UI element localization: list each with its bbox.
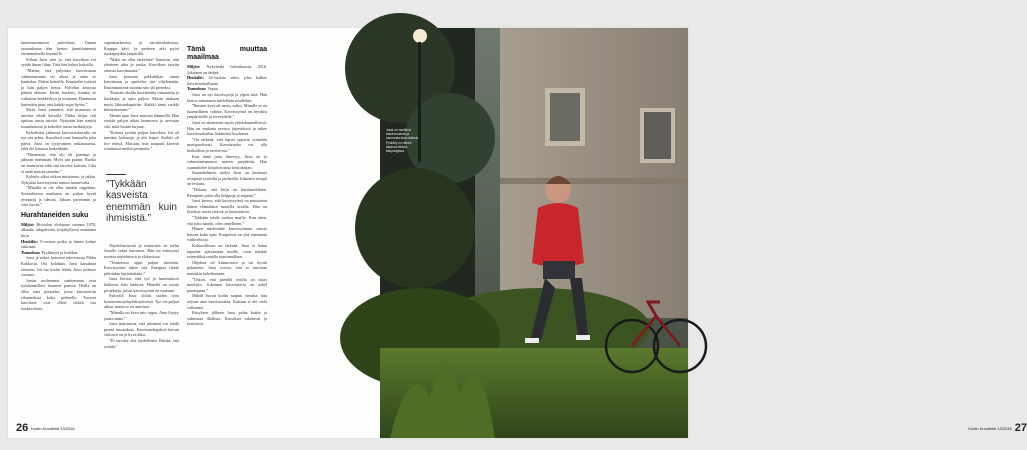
body-paragraph: ”Ei tarvitse olla täydellinen. Riittää, että yrittää.” [104,337,179,349]
body-paragraph: Kohtuullisuus on tärkeää. Jussi ei halua tuputtaa ajatuksiaan muille, vaan näyttää esimerkkiä omalla toiminnallaan. [187,243,267,260]
profile-line [21,222,96,239]
body-paragraph: Jussi perustaa pikkuhiljaa oman kasvimaan ja opettelee itse viljelemään. Ensimmäisenä vuonna sato jäi pieneksi. [104,73,179,90]
body-paragraph: Jussi on nyt kasvissyöjä ja ylpeä siitä. Hän kertoo tarinaansa mielellään muillekin. [187,91,267,103]
portrait-photo [380,28,688,438]
left-page [8,28,351,438]
photo-illustration [380,28,688,438]
body-paragraph: ”Minulla ei ole ollut mitään ongelmia. Sosiaalisessa mediassa on paljon hyviä reseptejä ja ideoita. Jaksan paremmin ja voin hyvin.” [21,185,96,208]
left-column-2 [104,40,179,432]
section-subheading: Tämä muuttaa maailmaa [187,46,267,61]
body-paragraph: Syksyllä Jussi aloitti uuden työn luonnonsuojeluyhdistyksessä. Työ vie paljon aikaa, mutta se on antoisaa. [104,293,180,310]
profile-text: Nykyhetki helmikuussa 2016. Jokainen on tärkeä. [187,64,267,75]
profile-text: 5-vuotias poika ja hänen kolme siskoaan. [21,238,96,250]
page-number: 26 [16,422,29,434]
body-paragraph: Näyttelemisestä ja teatterista on tullut Jussille rakas harrastus. Hän on esiintynyt useissa näytelmissä ja elokuvissa. [104,242,179,260]
body-paragraph: ”Haluan, että kirja on käytännöllinen. Reseptien pitää olla helppoja ja nopeita.” [187,187,267,198]
body-paragraph: Kokeilu alkoi viikon mittaisena, ja jatkui. Nykyään kasvissyönti tuntuu luontevalta. [21,174,96,185]
body-paragraph: Tämän ajan Jussi muistaa lämmöllä. Hän viettää paljon aikaa luonnossa ja arvostaa sitä, mitä luonto tarjoaa. [104,112,179,129]
body-paragraph: Jussi ja siskot katsovat televisiosta Pikku Kakkosta. Ovi kolahtaa, Jussi katsahtaa eteiseen. Isä tuo kotiin lehtiä. Jussi juoksee vastaan. [21,255,96,278]
body-paragraph: Jussi kertoo, että työ ja harrastukset kulkevat käsi kädessä. Hänellä on useita projekteja, joissa kasvissyönti on mukana. [104,276,179,293]
profile-line [187,75,267,86]
pull-quote-rule [106,174,126,175]
profile-line [21,239,96,250]
body-paragraph: Mikäli Jussin kotiin saapuu vieraita, hän tarjoaa aina kasvisruokaa. Kukaan ei ole vielä valittanut. [187,293,267,310]
pull-quote [106,174,177,225]
section-subheading: Hurahtaneiden suku [21,211,89,219]
profile-label: Henkilöt: [21,238,38,244]
profile-label: Miljöö: [21,221,35,227]
body-paragraph: Jussi kertoo, että kasvissyönti on muuttanut hänen elämäänsä monella tavalla. Hän on löytänyt uusia ystäviä ja harrastuksia. [187,198,267,215]
body-paragraph: ”Uskon, että pienillä teoilla on suuri merkitys. Jokainen kasvisateria on askel parempaan.” [187,276,267,293]
magazine-spread [8,28,1027,438]
body-paragraph: ”Minulla on kova into oppia. Aina löytyy jotain uutta.” [104,310,179,321]
body-paragraph: ”Ihmiset kysyvät usein, miksi. Minulle se on luonnollinen valinta. Kasvissyönti on hyväksi ympäristölle ja terveydelle.” [187,103,267,120]
body-paragraph: ”Mikä on ollut tärkeintä? Sanoisin, että yhteinen aika ja ruoka. Kasvikset tuotiin omasta kasvimaasta.” [104,56,179,73]
profile-text: Pyyhkeyet ja kodikas. [40,249,79,255]
body-paragraph: Kokeiluksi jatkunut kasvisruokavalio on nyt osa arkea. Kasvikset ovat lautasella joka päivä. Jussi on tyytyväinen ratkaisuunsa, eikä ole katunut hetkeäkään. [21,129,96,152]
profile-line [187,64,267,75]
body-paragraph: Ohjelma oli kiinnostava ja sai hyvää palautetta. Jussi toivoo, että se innostaa muitakin kokeilemaan. [187,259,267,276]
left-column-1 [21,40,96,432]
body-paragraph: Jussin molemmat vanhemmat ovat työskennelleet luonnon parissa. Heillä on ollut oma puutarha, jossa kasvatettiin vihanneksia koko perheelle. Tuoreet kasvikset ovat olleet tärkeä osa ruokavaliota. [21,277,96,311]
body-paragraph: Esityksen jälkeen Jussi palaa kotiin ja valmistaa illallista. Kasvikset odottavat jo keittiössä. [187,310,267,327]
profile-text: Vapaa. [206,86,219,92]
body-paragraph: Jussi on aktiivinen myös yhteiskunnallisesti. Hän on mukana useissa järjestöissä ja tukee kasvisruokailun lisäämistä kouluissa. [187,119,267,137]
body-paragraph: supermarketissa ja ostoskeskuksissa. Kauppa kävi, ja perheen arki pyöri ruokapöydän ympärillä. [104,40,179,57]
body-paragraph: ”Tykkään tehdä ruokaa muille. Kun näen, että joku nauttii, olen onnellinen.” [187,215,267,226]
profile-text: 42-vuotias mies, joka kulkee kasvisruokailijana. [187,75,267,86]
body-paragraph: ”On tärkeää, että lapset oppivat syömään monipuolisesti. Kasvisruoka voi olla herkullista ja ravitsevaa.” [187,136,267,153]
body-paragraph: ”Teatterissa oppii paljon itsestään. Kasvissyönti tukee sitä. Energiaa riittää pitkiinkin harjoituksiin.” [104,259,179,276]
profile-label: Tunnelma: [187,86,207,92]
pull-quote-text: ”Tykkään kasveista enemmän kuin ihmisistä.” [106,178,177,225]
body-paragraph: Kun tämä juttu ilmestyy, Jussi on jo valmistautumassa uuteen projektiin. Hän suunnittelee kirjoittavansa keittokirjan. [187,153,267,170]
profile-label: Tunnelma: [21,249,41,255]
folio-right [965,422,1027,434]
body-paragraph: Hänen mielestään kasvissyönnin suosio kasvaa koko ajan. Kaupoissa on yhä enemmän vaihtoehtoja. [187,226,267,243]
body-paragraph: Myös Jussi ymmärsi, että muutosta ei tarvitse tehdä kerralla. Pikku hiljaa tuli opittua uusia asioita. Nykyään hän nauttii ruuanlaitosta ja kokeilee uusia ruokalajeja. [21,107,96,129]
body-paragraph: Silloin Jussi tiesi jo, että kasviksia voi syödä ilman lihaa. Tätä hän halusi kokeilla. [21,56,96,68]
folio-label: Kodin Kuvalehti 13/2016 [31,425,75,431]
body-paragraph: tuntemattomasta palvelusta. Tämän seurauksena hän kertoo jännittäneensä ensimmäisellä käynnillä. [21,40,96,57]
body-paragraph: Suunnitelmien tueksi Jussi on kerännyt reseptejä ystäviltä ja perheeltä. Jokainen resepti on testattu. [187,170,267,187]
body-paragraph: ”Mietin, että paljonko kasvisruuan valmistaminen vie aikaa ja onko se hankalaa. Päätin kokeilla. Kuuntelin ystäviä ja luin paljon tietoa. Palvelun ansiosta pääsin alkuun. Ensin huoletti, kuinka se vaikuttaa lenkkeilyyn ja voimaan. Huomasin kuitenkin pian, että kaikki sujui hyvin.” [21,67,97,107]
body-paragraph: ”Kotona syötiin paljon kasviksia. Isä oli innokas kalastaja, ja äiti leipoi. Kaikki oli itse tehtyä. Muistan, kun naapurit kävivät ostamassa meiltä perunoita.” [104,129,179,152]
body-paragraph: ”Kuusen oksilla kasvatettiin tomaatteja ja kurkkuja, ja opin paljon. Pääsin mukaan myös lähiruokapiiriin. Kaikki tämä ruokki kiinnostustani.” [104,90,179,113]
folio-left [16,422,78,434]
body-paragraph: ”Huomasin, että olo oli parempi ja jaksoin enemmän. Myös uni parani. Ruoka on maistuvaa eikä sitä tarvitse kaivata. Liha ei enää maistu samalta.” [21,151,96,174]
photo-caption: Jussi on nauttinut kasvisruoasta ja luonnosta koko ikänsä. Pyöräily on hänen tapansa liikkua kaupungissa. [386,128,419,154]
page-number: 27 [1014,422,1027,434]
profile-text: Rivitalon olohuone vuonna 1978, alkaalta arkipäivinä, kirjahyllyssä muutama kirja. [21,221,96,238]
body-paragraph: Jussi muistuttaa, että jokainen voi tehdä pieniä muutoksia. Kasvisruokapäivä kerran viikossa on jo hyvä alku. [104,321,179,338]
folio-label: Kodin Kuvalehti 13/2016 [968,425,1012,431]
profile-label: Henkilöt: [187,75,204,81]
right-column [187,42,267,434]
profile-label: Miljöö: [187,64,201,69]
